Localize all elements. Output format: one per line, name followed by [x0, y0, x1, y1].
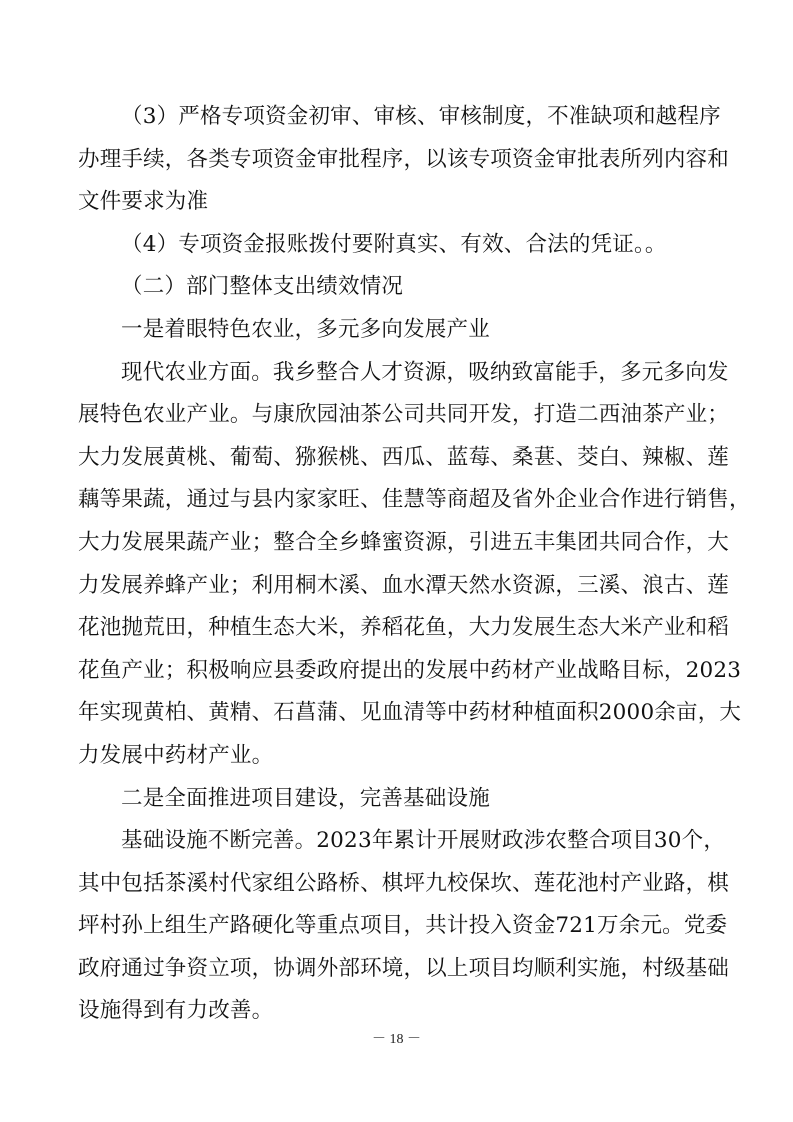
subsection-heading: 二是全面推进项目建设，完善基础设施 — [121, 785, 490, 811]
text-line: 政府通过争资立项，协调外部环境，以上项目均顺利实施，村级基础 — [78, 955, 730, 981]
text-line: 坪村孙上组生产路硬化等重点项目，共计投入资金721万余元。党委 — [78, 913, 728, 939]
text-line: 大力发展黄桃、葡萄、猕猴桃、西瓜、蓝莓、桑葚、茭白、辣椒、莲 — [78, 444, 730, 470]
text-line: 展特色农业产业。与康欣园油茶公司共同开发，打造二西油茶产业； — [78, 402, 730, 428]
section-heading: （二）部门整体支出绩效情况 — [121, 274, 404, 300]
text-line: 办理手续，各类专项资金审批程序，以该专项资金审批表所列内容和 — [78, 146, 730, 172]
text-line: 力发展中药材产业。 — [78, 742, 274, 768]
page-number: － 18 － — [372, 1032, 421, 1047]
subsection-heading: 一是着眼特色农业，多元多向发展产业 — [121, 316, 490, 342]
text-line: 基础设施不断完善。2023年累计开展财政涉农整合项目30个， — [121, 828, 726, 854]
text-line: 花池抛荒田，种植生态大米，养稻花鱼，大力发展生态大米产业和稻 — [78, 615, 730, 641]
text-line: 现代农业方面。我乡整合人才资源，吸纳致富能手，多元多向发 — [121, 359, 729, 385]
text-line: 花鱼产业；积极响应县委政府提出的发展中药材产业战略目标，2023 — [78, 657, 742, 683]
text-line: 力发展养蜂产业；利用桐木溪、血水潭天然水资源，三溪、浪古、莲 — [78, 572, 730, 598]
text-line: 文件要求为准 — [78, 189, 209, 215]
text-line: 藕等果蔬，通过与县内家家旺、佳慧等商超及省外企业合作进行销售， — [78, 487, 751, 513]
text-line: 大力发展果蔬产业；整合全乡蜂蜜资源，引进五丰集团共同合作，大 — [78, 529, 730, 555]
text-line: 年实现黄柏、黄精、石菖蒲、见血清等中药材种植面积2000余亩，大 — [78, 700, 742, 726]
document-body — [78, 96, 751, 1033]
text-line: 其中包括茶溪村代家组公路桥、棋坪九校保坎、莲花池村产业路，棋 — [78, 870, 730, 896]
text-line: （4）专项资金报账拨付要附真实、有效、合法的凭证。。 — [121, 231, 667, 257]
text-line: （3）严格专项资金初审、审核、审核制度，不准缺项和越程序 — [121, 104, 721, 129]
text-line: 设施得到有力改善。 — [78, 998, 274, 1024]
